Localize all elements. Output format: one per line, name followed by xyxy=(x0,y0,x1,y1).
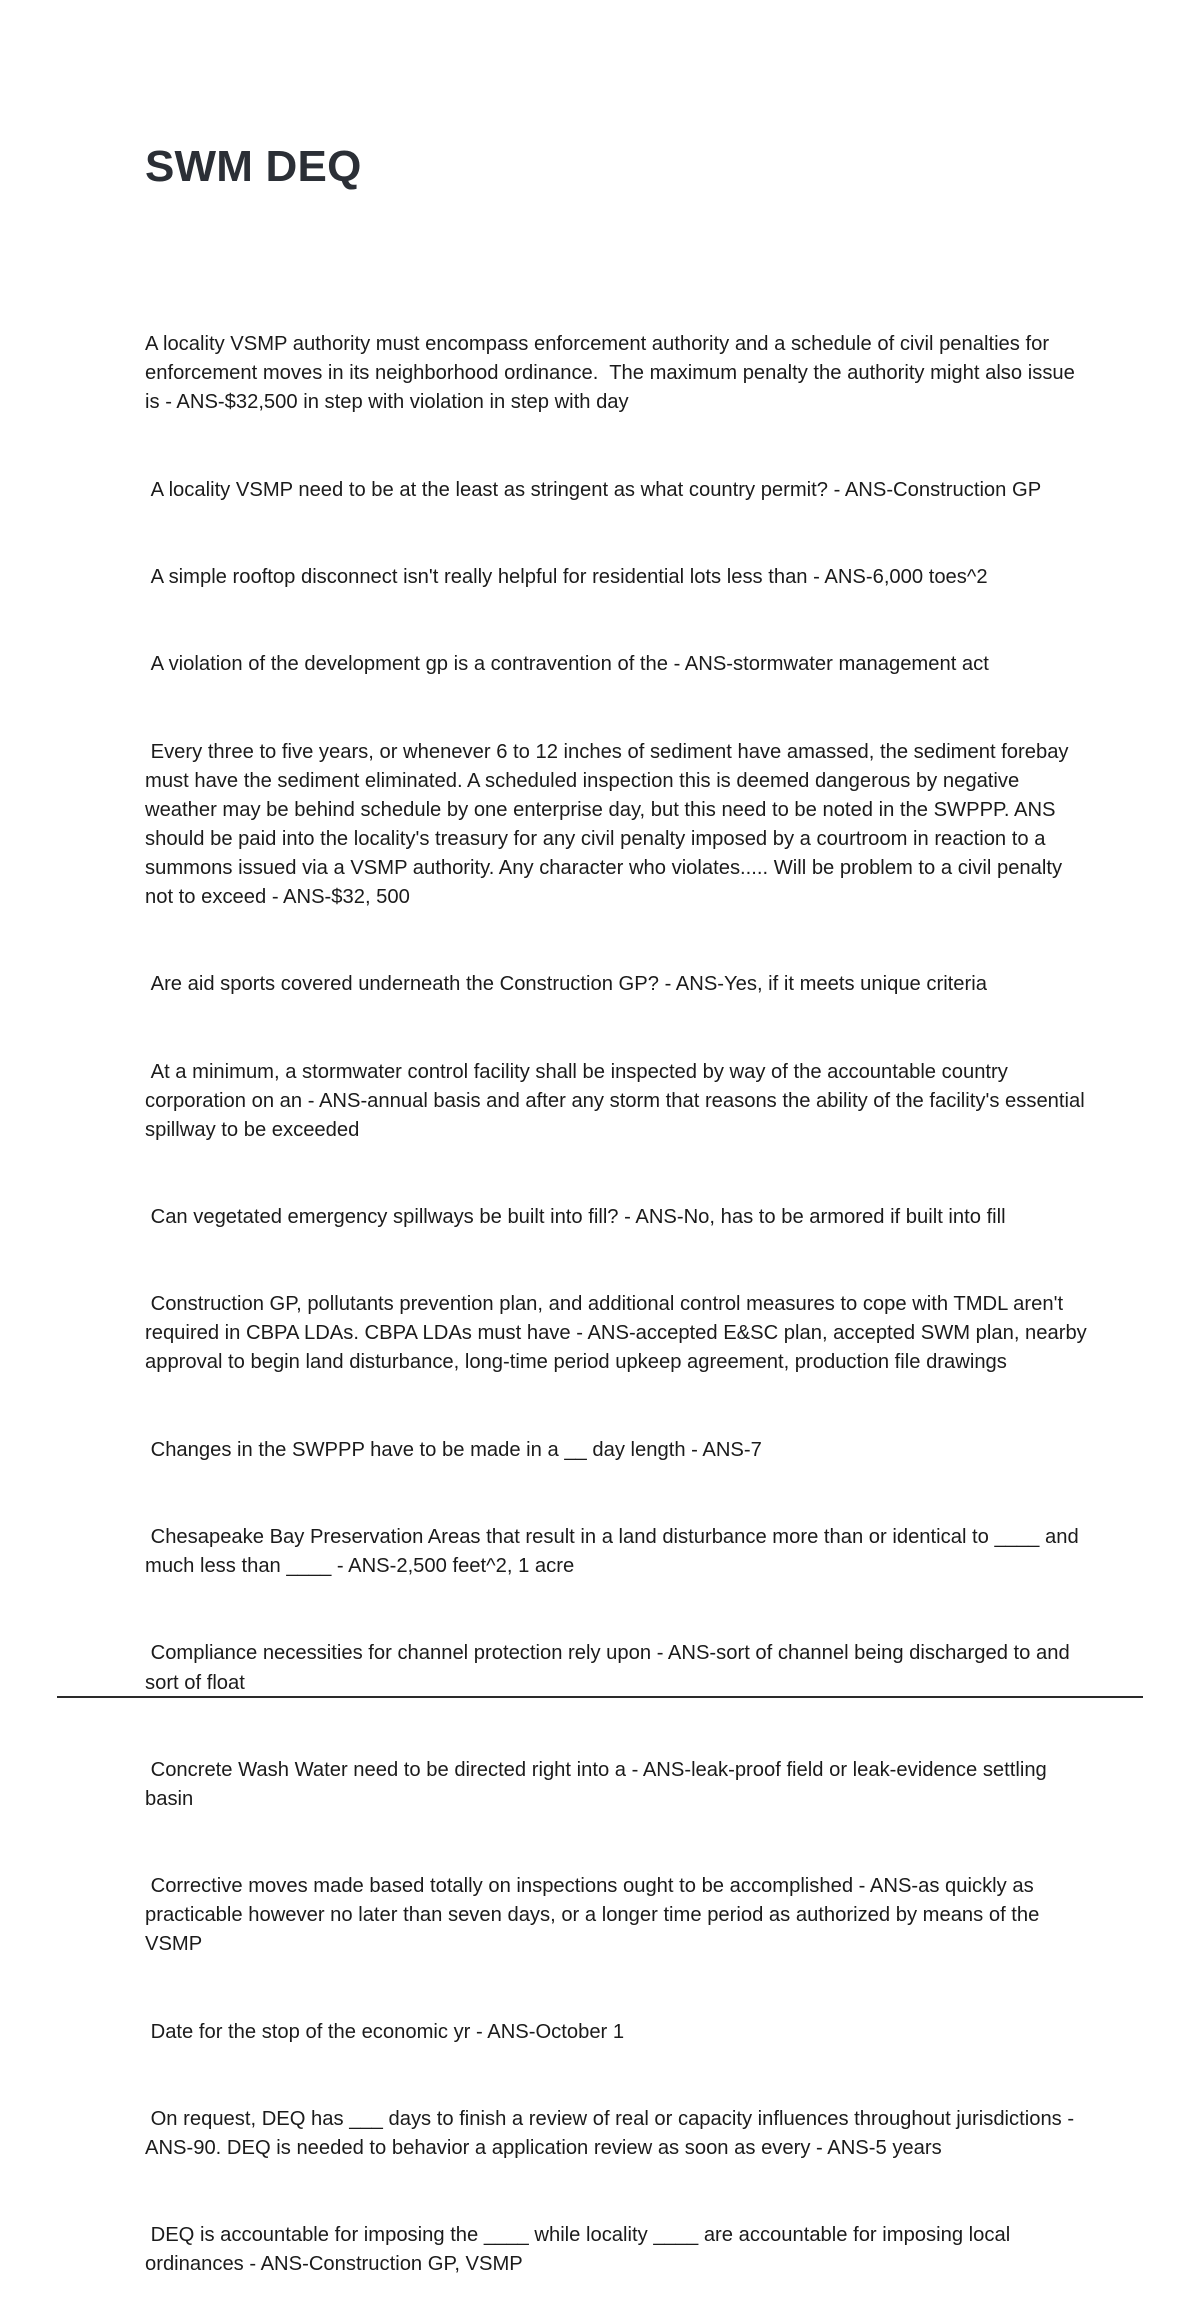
paragraph: A locality VSMP authority must encompass enforcement authority and a schedule of civil penalties for enforcement moves in its neighborhood ordinance. The maximum penalty the authority might also issue is - ANS-$32,500 in step with violation in step with day xyxy=(145,333,1081,414)
paragraph: Changes in the SWPPP have to be made in a __ day length - ANS-7 xyxy=(145,1438,762,1461)
paragraph: Concrete Wash Water need to be directed right into a - ANS-leak-proof field or leak-evidence settling basin xyxy=(145,1758,1053,1810)
paragraph: At a minimum, a stormwater control facility shall be inspected by way of the accountable country corporation on an - ANS-annual basis and after any storm that reasons the ability of the facility's essential spillway to be exceeded xyxy=(145,1060,1091,1141)
document-body xyxy=(145,272,1095,2309)
paragraph: Every three to five years, or whenever 6 to 12 inches of sediment have amassed, the sediment forebay must have the sediment eliminated. A scheduled inspection this is deemed dangerous by negative weather may be behind schedule by one enterprise day, but this need to be noted in the SWPPP. ANS should be paid into the locality's treasury for any civil penalty imposed by a courtroom in reaction to a summons issued via a VSMP authority. Any character who violates..... Will be problem to a civil penalty not to exceed - ANS-$32, 500 xyxy=(145,740,1075,908)
paragraph: Corrective moves made based totally on inspections ought to be accomplished - ANS-as quickly as practicable however no later than seven days, or a longer time period as authorized by means of the VSMP xyxy=(145,1875,1045,1956)
paragraph: Can vegetated emergency spillways be built into fill? - ANS-No, has to be armored if built into fill xyxy=(145,1206,1006,1228)
paragraph: A violation of the development gp is a contravention of the - ANS-stormwater management act xyxy=(145,653,989,676)
paragraph: Compliance necessities for channel protection rely upon - ANS-sort of channel being discharged to and sort of float xyxy=(145,1642,1076,1694)
paragraph: Are aid sports covered underneath the Construction GP? - ANS-Yes, if it meets unique criteria xyxy=(145,973,987,996)
paragraph: A locality VSMP need to be at the least as stringent as what country permit? - ANS-Construction GP xyxy=(145,478,1042,501)
paragraph: Chesapeake Bay Preservation Areas that result in a land disturbance more than or identical to ____ and much less than ____ - ANS-2,500 feet^2, 1 acre xyxy=(145,1526,1085,1578)
paragraph: A simple rooftop disconnect isn't really helpful for residential lots less than - ANS-6,000 toes^2 xyxy=(145,565,988,588)
paragraph: Date for the stop of the economic yr - ANS-October 1 xyxy=(145,2020,625,2043)
paragraph: DEQ is accountable for imposing the ____ while locality ____ are accountable for imposing local ordinances - ANS-Construction GP, VSMP xyxy=(145,2224,1016,2276)
paragraph: Construction GP, pollutants prevention plan, and additional control measures to cope with TMDL aren't required in CBPA LDAs. CBPA LDAs must have - ANS-accepted E&SC plan, accepted SWM plan, nearby approval to begin land disturbance, long-time period upkeep agreement, production file drawings xyxy=(145,1293,1093,1374)
footer-divider xyxy=(57,1696,1143,1698)
page-title: SWM DEQ xyxy=(145,142,362,191)
paragraph: On request, DEQ has ___ days to finish a review of real or capacity influences throughout jurisdictions - ANS-90. DEQ is needed to behavior a application review as soon as every - ANS-5 years xyxy=(145,2107,1079,2159)
